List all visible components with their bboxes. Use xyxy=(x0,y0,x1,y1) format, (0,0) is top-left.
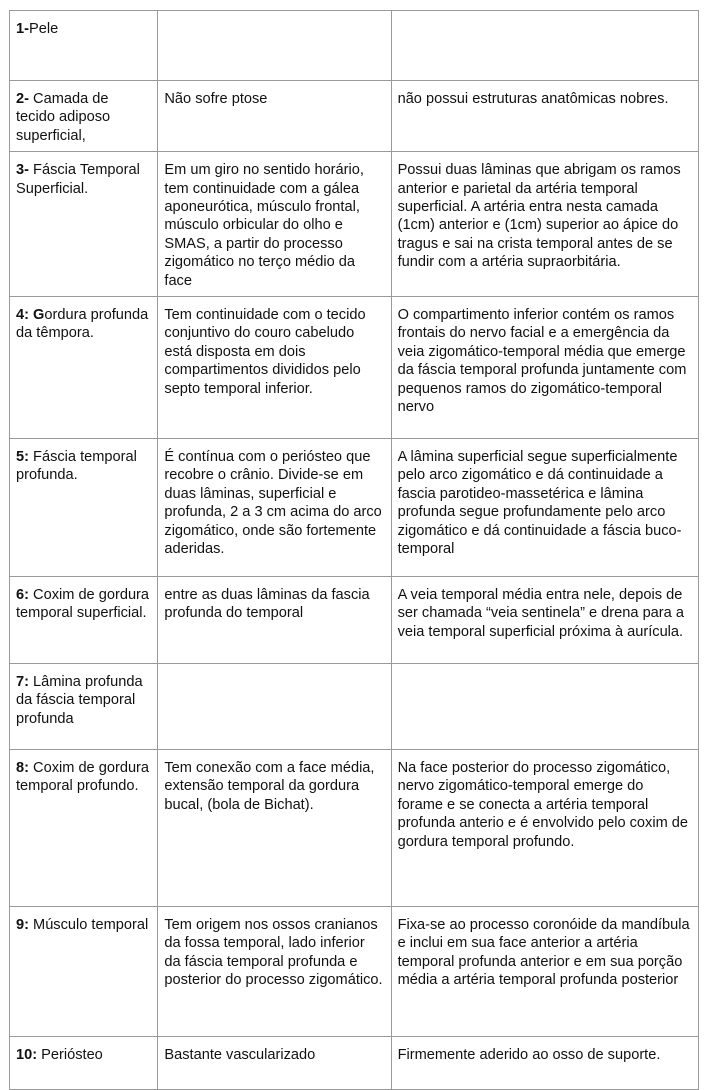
layer-number: 9: xyxy=(16,917,29,934)
table-row xyxy=(10,907,699,1037)
layer-property-cell: Não sofre ptose xyxy=(158,81,391,152)
layer-property-cell: É contínua com o periósteo que recobre o crânio. Divide-se em duas lâminas, superficial e profunda, 2 a 3 cm acima do arco zigomático, onde são fortemente aderidas. xyxy=(158,439,391,577)
layer-property-cell: Bastante vascularizado xyxy=(158,1037,391,1090)
layer-name-cell xyxy=(10,152,158,297)
layer-structures-cell: A lâmina superficial segue superficialmente pelo arco zigomático e dá continuidade a fascia parotideo-massetérica e lâmina profunda segue profundamente pelo arco zigomático e dá continuidade a fáscia buco-temporal xyxy=(391,439,698,577)
layer-structures-cell: O compartimento inferior contém os ramos frontais do nervo facial e a emergência da veia zigomático-temporal média que emerge da fáscia temporal profunda juntamente com pequenos ramos do zigomático-temporal nervo xyxy=(391,297,698,439)
layer-number: 1- xyxy=(16,21,29,37)
layer-structures-cell: Firmemente aderido ao osso de suporte. xyxy=(391,1037,698,1090)
table-row xyxy=(10,439,699,577)
layer-number: 2- xyxy=(16,91,29,107)
layer-name-cell xyxy=(10,750,158,907)
layer-number: 8: xyxy=(16,760,29,777)
layer-number: 10: xyxy=(16,1047,38,1064)
layer-label: Fáscia Temporal Superficial. xyxy=(16,162,140,197)
layer-label: Periósteo xyxy=(37,1047,103,1064)
layer-structures-cell: não possui estruturas anatômicas nobres. xyxy=(391,81,698,152)
layer-label: Fáscia temporal profunda. xyxy=(16,449,137,484)
layer-label: Músculo temporal xyxy=(28,917,149,934)
layer-label: Coxim de gordura temporal superficial. xyxy=(16,587,150,622)
anatomy-layers-table xyxy=(9,10,699,1090)
layer-property-cell: Tem origem nos ossos cranianos da fossa temporal, lado inferior da fáscia temporal profunda e posterior do processo zigomático. xyxy=(158,907,391,1037)
layer-property-cell: entre as duas lâminas da fascia profunda do temporal xyxy=(158,577,391,664)
layer-property-cell xyxy=(158,11,391,81)
layer-property-cell xyxy=(158,664,391,750)
layer-number: 4: G xyxy=(16,307,45,324)
layer-name-cell xyxy=(10,907,158,1037)
layer-number: 6: xyxy=(16,587,29,604)
layer-structures-cell xyxy=(391,11,698,81)
layer-number: 7: xyxy=(16,674,29,691)
layer-name-cell xyxy=(10,439,158,577)
table-row xyxy=(10,81,699,152)
layer-structures-cell xyxy=(391,664,698,750)
layer-name-cell xyxy=(10,11,158,81)
table-row xyxy=(10,750,699,907)
document-page xyxy=(9,10,699,1090)
layer-name-cell xyxy=(10,577,158,664)
table-row xyxy=(10,577,699,664)
layer-name-cell xyxy=(10,297,158,439)
table-row xyxy=(10,11,699,81)
layer-label: Camada de tecido adiposo superficial, xyxy=(16,91,111,144)
layer-property-cell: Em um giro no sentido horário, tem continuidade com a gálea aponeurótica, músculo frontal, músculo orbicular do olho e SMAS, a partir do processo zigomático no terço médio da face xyxy=(158,152,391,297)
layer-label: Pele xyxy=(28,21,59,37)
layer-label: ordura profunda da têmpora. xyxy=(16,307,149,342)
layer-structures-cell: Fixa-se ao processo coronóide da mandíbula e inclui em sua face anterior a artéria temporal profunda anterior e em sua porção média a artéria temporal profunda posterior xyxy=(391,907,698,1037)
layer-structures-cell: Na face posterior do processo zigomático, nervo zigomático-temporal emerge do forame e se conecta a artéria temporal profunda anterio e é envolvido pelo coxim de gordura temporal profundo. xyxy=(391,750,698,907)
layer-structures-cell: Possui duas lâminas que abrigam os ramos anterior e parietal da artéria temporal superficial. A artéria entra nesta camada (1cm) anterior e (1cm) superior ao ápice do tragus e sai na crista temporal antes de se fundir com a artéria supraorbitária. xyxy=(391,152,698,297)
table-row xyxy=(10,1037,699,1090)
layer-name-cell xyxy=(10,81,158,152)
layer-label: Coxim de gordura temporal profundo. xyxy=(16,760,150,795)
layer-label: Lâmina profunda da fáscia temporal profunda xyxy=(16,674,143,727)
layer-property-cell: Tem conexão com a face média, extensão temporal da gordura bucal, (bola de Bichat). xyxy=(158,750,391,907)
layer-name-cell xyxy=(10,664,158,750)
layer-structures-cell: A veia temporal média entra nele, depois de ser chamada “veia sentinela” e drena para a veia temporal superficial próxima à aurícula. xyxy=(391,577,698,664)
layer-property-cell: Tem continuidade com o tecido conjuntivo do couro cabeludo está disposta em dois compartimentos divididos pelo septo temporal inferior. xyxy=(158,297,391,439)
layer-number: 5: xyxy=(16,449,29,466)
layer-number: 3- xyxy=(16,162,29,179)
table-row xyxy=(10,297,699,439)
table-row xyxy=(10,152,699,297)
layer-name-cell xyxy=(10,1037,158,1090)
table-row xyxy=(10,664,699,750)
